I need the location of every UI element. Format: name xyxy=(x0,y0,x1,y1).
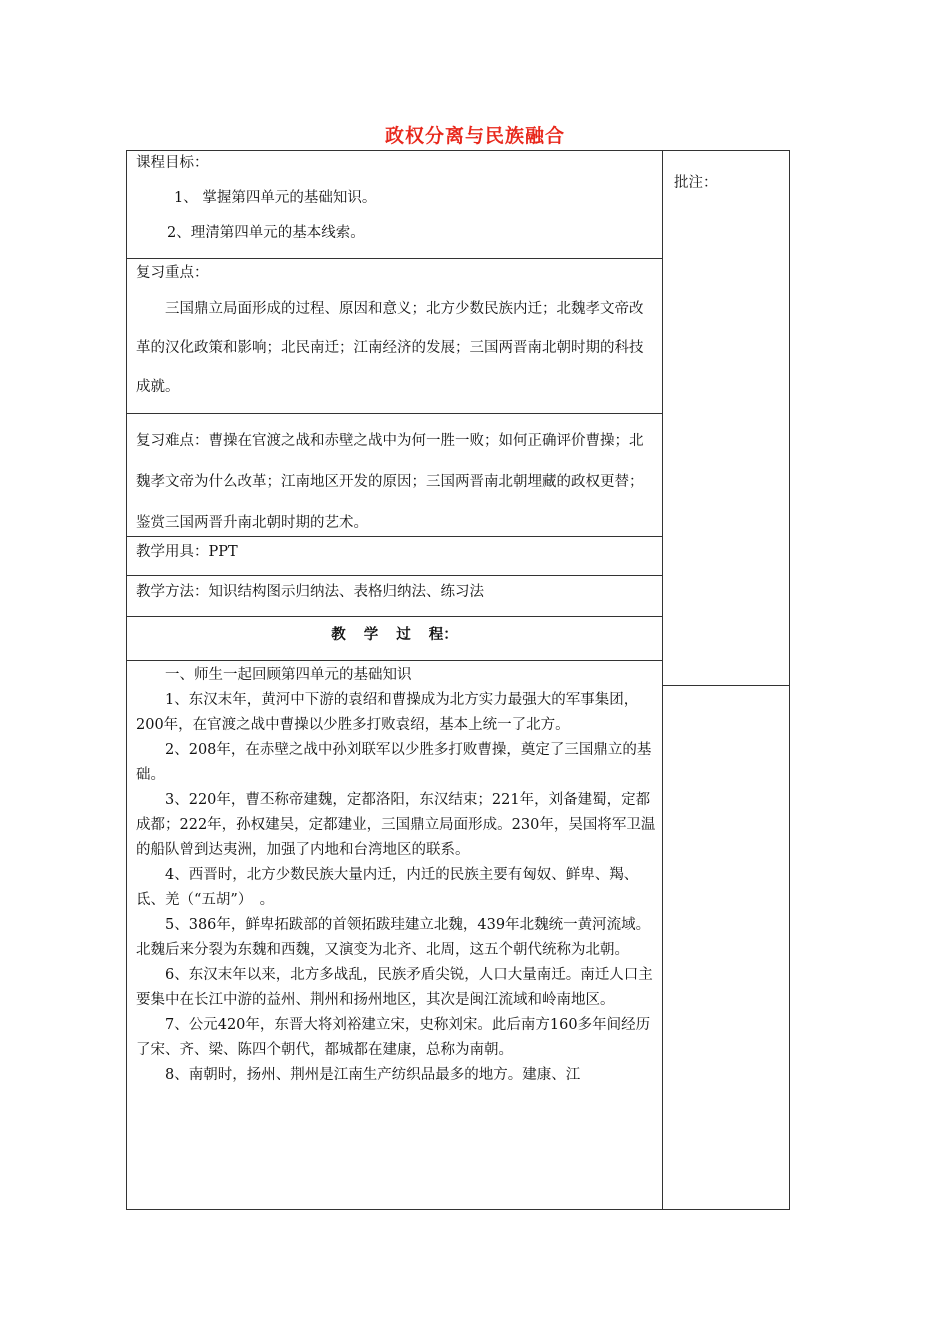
process-heading-char: 程： xyxy=(428,626,458,643)
process-heading-char: 过 xyxy=(396,626,411,643)
objectives-cell xyxy=(136,153,656,243)
process-paragraph: 一、师生一起回顾第四单元的基础知识 xyxy=(165,667,412,683)
row-divider xyxy=(126,258,663,259)
row-divider xyxy=(126,660,663,661)
note-label: 批注： xyxy=(674,175,718,191)
objective-item: 2、理清第四单元的基本线索。 xyxy=(167,225,365,241)
process-heading-char: 教 xyxy=(331,626,346,643)
key-points-text: 三国鼎立局面形成的过程、原因和意义；北方少数民族内迁；北魏孝文帝改革的汉化政策和影响；北民南迁；江南经济的发展；三国两晋南北朝时期的科技成就。 xyxy=(136,301,644,395)
page-title: 政权分离与民族融合 xyxy=(384,125,565,147)
process-paragraph: 1、东汉末年，黄河中下游的袁绍和曹操成为北方实力最强大的军事集团，200年，在官渡之战中曹操以少胜多打败袁绍，基本上统一了北方。 xyxy=(136,692,639,733)
process-body xyxy=(136,663,656,1088)
process-paragraph: 2、208年，在赤壁之战中孙刘联军以少胜多打败曹操，奠定了三国鼎立的基础。 xyxy=(136,742,652,783)
difficulties-cell xyxy=(136,421,656,544)
objective-item: 1、 掌握第四单元的基础知识。 xyxy=(174,190,377,206)
process-heading-char: 学 xyxy=(363,626,379,643)
process-paragraph: 5、386年，鲜卑拓跋部的首领拓跋珪建立北魏，439年北魏统一黄河流域。北魏后来分裂为东魏和西魏，又演变为北齐、北周，这五个朝代统称为北朝。 xyxy=(136,917,651,958)
process-paragraph: 6、东汉末年以来，北方多战乱，民族矛盾尖锐，人口大量南迁。南迁人口主要集中在长江中游的益州、荆州和扬州地区，其次是闽江流域和岭南地区。 xyxy=(136,967,653,1008)
process-paragraph: 4、西晋时，北方少数民族大量内迁，内迁的民族主要有匈奴、鲜卑、羯、氐、羌（“五胡”） 。 xyxy=(136,867,639,908)
process-paragraph: 3、220年，曹丕称帝建魏，定都洛阳，东汉结束；221年，刘备建蜀，定都成都；222年，孙权建吴，定都建业，三国鼎立局面形成。230年，吴国将军卫温的船队曾到达夷洲，加强了内地和台湾地区的联系。 xyxy=(136,792,656,858)
process-paragraph: 8、南朝时，扬州、荆州是江南生产纺织品最多的地方。建康、江 xyxy=(165,1067,581,1083)
row-divider xyxy=(126,413,663,414)
methods-text: 教学方法：知识结构图示归纳法、表格归纳法、练习法 xyxy=(136,584,484,600)
difficulties-text: 复习难点：曹操在官渡之战和赤壁之战中为何一胜一败；如何正确评价曹操；北魏孝文帝为什么改革；江南地区开发的原因；三国两晋南北朝埋藏的政权更替；鉴赏三国两晋升南北朝时期的艺术。 xyxy=(136,433,644,531)
row-divider xyxy=(126,616,663,617)
column-divider xyxy=(662,150,663,1210)
note-divider xyxy=(663,685,790,686)
tools-text: 教学用具：PPT xyxy=(136,544,238,560)
key-points-cell xyxy=(136,263,656,407)
process-heading xyxy=(126,623,663,644)
process-paragraph: 7、公元420年，东晋大将刘裕建立宋，史称刘宋。此后南方160多年间经历了宋、齐、梁、陈四个朝代，都城都在建康，总称为南朝。 xyxy=(136,1017,651,1058)
key-points-label: 复习重点： xyxy=(136,265,209,281)
objectives-label: 课程目标： xyxy=(136,155,209,171)
row-divider xyxy=(126,575,663,576)
